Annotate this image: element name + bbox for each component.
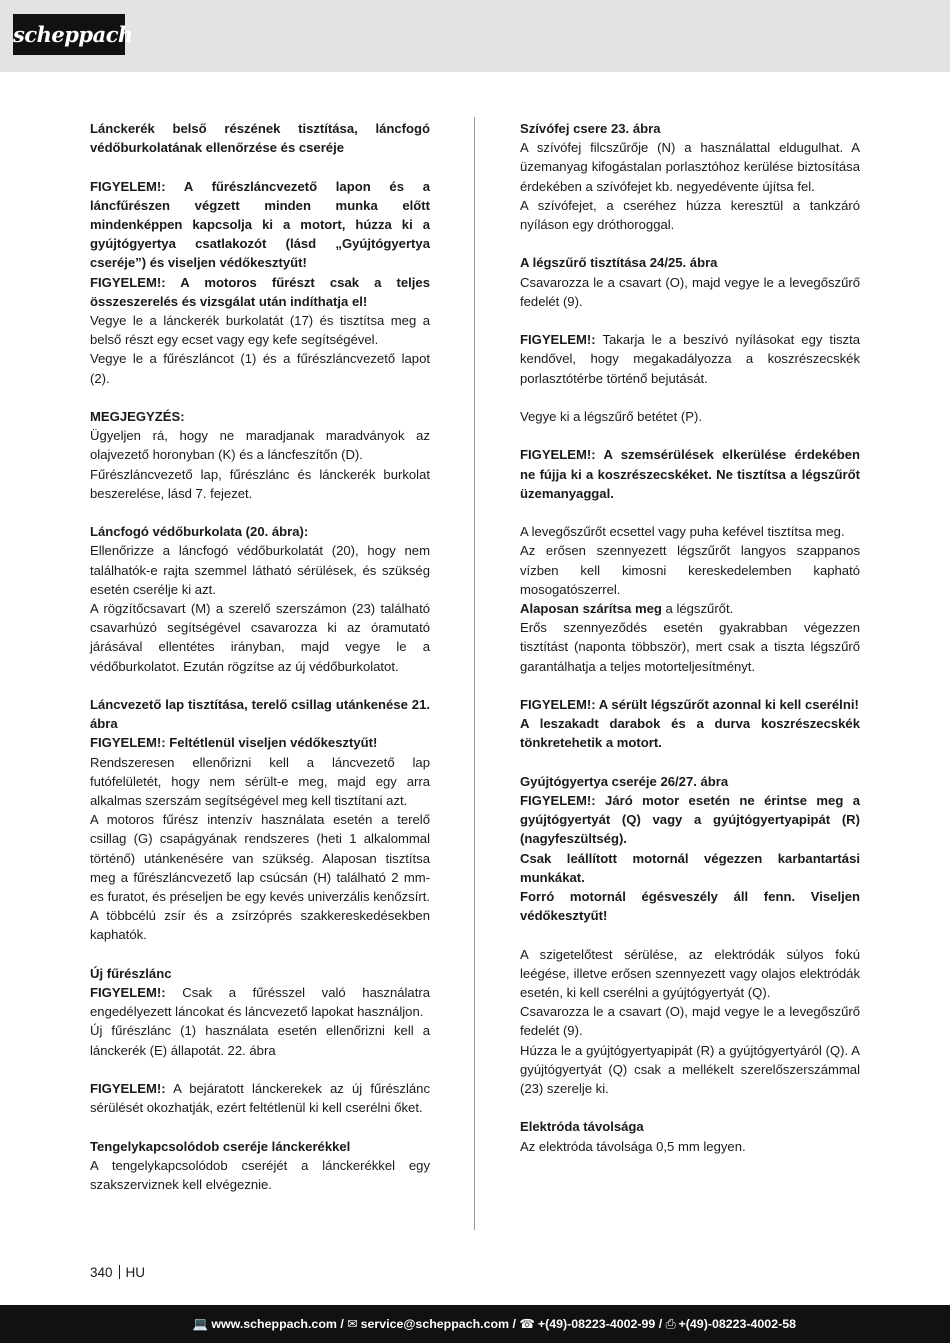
paragraph: A levegőszűrőt ecsettel vagy puha kefével tisztítsa meg. xyxy=(520,524,845,540)
paragraph-gap xyxy=(520,753,860,772)
page-language: HU xyxy=(125,1265,146,1280)
bold-paragraph: FIGYELEM!: Feltétlenül viseljen védőkesztyűt! xyxy=(90,735,378,751)
paragraph: A szigetelőtest sérülése, az elektródák súlyos fokú leégése, illetve erősen szennyezett vagy olajos elektródák esetén, ki kell cserélni a gyújtógyertyát (Q). xyxy=(520,946,860,1001)
paragraph-gap xyxy=(520,503,860,522)
paragraph: Az erősen szennyezett légszűrőt langyos szappanos vízben kell kimosni kereskedelemben kapható mosogatószerrel. xyxy=(520,543,860,597)
footer-phone: +(49)-08223-4002-99 xyxy=(537,1317,656,1331)
paragraph xyxy=(520,330,860,388)
paragraph-gap xyxy=(520,1098,860,1117)
footer-email[interactable]: service@scheppach.com xyxy=(360,1317,510,1331)
paragraph-text: a légszűrőt. xyxy=(661,601,734,616)
fax-icon: ⎙ xyxy=(665,1317,676,1331)
bold-paragraph: A légszűrő tisztítása 24/25. ábra xyxy=(520,255,718,271)
scheppach-logo: scheppach xyxy=(13,14,125,55)
bold-paragraph: Csak leállított motornál végezzen karbantartási munkákat. xyxy=(520,850,860,885)
paragraph-lead: FIGYELEM!: xyxy=(90,985,166,1001)
bold-paragraph: FIGYELEM!: A fűrészláncvezető lapon és a láncfűrészen végzett minden munka előtt mindenképpen kapcsolja ki a motort, húzza ki a gyújtógyertya csatlakozót (lásd „Gyújtógyertya cseréje”) és viseljen védőkesztyűt! xyxy=(90,178,430,271)
paragraph-text: Csak a fűrésszel való használatra engedélyezett láncokat és láncvezető lapokat használjon. xyxy=(90,985,430,1020)
paragraph-gap xyxy=(520,925,860,944)
paragraph: Új fűrészlánc (1) használata esetén ellenőrizni kell a lánckerék (E) állapotát. 22. ábra xyxy=(90,1023,430,1058)
paragraph: Az elektróda távolsága 0,5 mm legyen. xyxy=(520,1138,746,1154)
footer-separator: / xyxy=(655,1317,666,1331)
paragraph: Fűrészláncvezető lap, fűrészlánc és lánckerék burkolat beszerelése, lásd 7. fejezet. xyxy=(90,466,430,501)
paragraph-gap xyxy=(520,311,860,330)
paragraph: Húzza le a gyújtógyertyapipát (R) a gyújtógyertyáról (Q). A gyújtógyertyát (Q) csak a mellékelt szerelőszerszámmal (23) szerelje ki. xyxy=(520,1042,860,1097)
paragraph-text: Takarja le a beszívó nyílásokat egy tiszta kendővel, hogy megakadályozza a koszrészecskék porlasztótérbe történő bejutását. xyxy=(520,332,860,386)
bold-paragraph: MEGJEGYZÉS: xyxy=(90,409,185,425)
paragraph-gap xyxy=(90,1117,430,1136)
footer-contact-line xyxy=(193,1305,796,1343)
envelope-icon: ✉ xyxy=(347,1317,358,1331)
paragraph-gap xyxy=(520,426,860,445)
paragraph-text: A bejáratott lánckerekek az új fűrészlánc sérülését okozhatják, ezért feltétlenül ki kell cserélni őket. xyxy=(90,1081,430,1116)
paragraph: Csavarozza le a csavart (O), majd vegye le a levegőszűrő fedelét (9). xyxy=(520,1004,860,1039)
paragraph-lead: Alaposan szárítsa meg xyxy=(520,601,662,616)
page-number-area xyxy=(90,1264,145,1282)
paragraph: Rendszeresen ellenőrizni kell a láncvezető lap futófelületét, hogy nem sérült-e meg, majd egy arra alkalmas szerszám segítségével meg kell tisztítani azt. xyxy=(90,754,430,809)
paragraph-gap xyxy=(520,676,860,695)
right-column xyxy=(520,119,860,1156)
bold-paragraph: A leszakadt darabok és a durva koszrészecskék tönkretehetik a motort. xyxy=(520,716,860,751)
bold-paragraph: Láncfogó védőburkolata (20. ábra): xyxy=(90,524,309,540)
telephone-icon: ☎ xyxy=(519,1317,535,1331)
paragraph xyxy=(90,983,430,1021)
page-header xyxy=(0,0,950,72)
column-divider xyxy=(474,117,475,1230)
footer-website[interactable]: www.scheppach.com xyxy=(211,1317,337,1331)
paragraph xyxy=(90,1079,430,1117)
paragraph: A motoros fűrész intenzív használata esetén a terelő csillag (G) csapágyának rendszeres (heti 1 alkalommal történő) utánkenésére van szükség. Alaposan tisztítsa meg a fűrészláncvezető lap csúcsán (H) található 2 mm-es furatot, és préseljen be egy kevés univerzális kenőzsírt. A többcélú zsír és a zsírzóprés szakkereskedésekben kaphatók. xyxy=(90,812,430,943)
paragraph: A szívófejet, a cseréhez húzza keresztül a tankzáró nyíláson egy dróthoroggal. xyxy=(520,197,860,233)
bold-paragraph: Tengelykapcsolódob cseréje lánckerékkel xyxy=(90,1138,351,1154)
bold-paragraph: Elektróda távolsága xyxy=(520,1119,644,1135)
footer-separator: / xyxy=(336,1317,348,1331)
paragraph-lead: FIGYELEM!: xyxy=(90,1081,166,1097)
bold-paragraph: FIGYELEM!: A szemsérülések elkerülése érdekében ne fújja ki a koszrészecskéket. Ne tisztítsa a légszűrőt üzemanyaggal. xyxy=(520,447,860,501)
bold-paragraph: Láncvezető lap tisztítása, terelő csillag utánkenése 21. ábra xyxy=(90,697,430,732)
bold-paragraph: Új fűrészlánc xyxy=(90,965,172,981)
bold-paragraph: Szívófej csere 23. ábra xyxy=(520,121,661,136)
paragraph: Vegye ki a légszűrő betétet (P). xyxy=(520,409,702,424)
footer-separator: / xyxy=(509,1317,520,1331)
footer-fax: +(49)-08223-4002-58 xyxy=(678,1317,796,1331)
paragraph-gap xyxy=(520,388,860,407)
paragraph: Vegye le a fűrészláncot (1) és a fűrészláncvezető lapot (2). xyxy=(90,351,430,386)
paragraph: Vegye le a lánckerék burkolatát (17) és tisztítsa meg a belső részt egy ecset vagy egy kefe segítségével. xyxy=(90,313,430,348)
paragraph-gap xyxy=(520,234,860,253)
paragraph-gap xyxy=(90,1060,430,1079)
paragraph-lead: FIGYELEM!: xyxy=(520,332,596,348)
bold-paragraph: Lánckerék belső részének tisztítása, láncfogó védőburkolatának ellenőrzése és cseréje xyxy=(90,121,430,156)
bold-paragraph: FIGYELEM!: A sérült légszűrőt azonnal ki kell cserélni! xyxy=(520,697,859,712)
paragraph-gap xyxy=(90,503,430,522)
paragraph-gap xyxy=(90,945,430,964)
bold-paragraph: FIGYELEM!: A motoros fűrészt csak a teljes összeszerelés és vizsgálat után indíthatja el! xyxy=(90,274,430,309)
bold-paragraph: FIGYELEM!: Járó motor esetén ne érintse meg a gyújtógyertyát (Q) vagy a gyújtógyertyapipát (R) (nagyfeszültség). xyxy=(520,793,860,847)
paragraph: A szívófej filcszűrője (N) a használattal eldugulhat. A üzemanyag kifogástalan porlasztóhoz kerülése biztosítása érdekében a szívófejet kb. negyedévente újítsa fel. xyxy=(520,140,860,194)
paragraph: Erős szennyeződés esetén gyakrabban végezzen tisztítást (naponta többször), mert csak a tiszta légszűrő garantálhatja a teljes motorteljesítményt. xyxy=(520,620,860,674)
page-footer xyxy=(0,1305,950,1343)
paragraph: Ellenőrizze a láncfogó védőburkolatát (20), hogy nem találhatók-e rajta szemmel látható sérülések, és szükség esetén cserélje ki azt. xyxy=(90,543,430,597)
paragraph-gap xyxy=(90,388,430,407)
paragraph xyxy=(520,599,860,618)
paragraph: A tengelykapcsolódob cseréjét a lánckerékkel egy szakszerviznek kell elvégeznie. xyxy=(90,1157,430,1193)
paragraph: A rögzítőcsavart (M) a szerelő szerszámon (23) található csavarhúzó segítségével csavarozza ki az óramutató járásával ellentétes irányban, majd vegye le a védőburkolatot. Ezután rögzítse az új védőburkolatot. xyxy=(90,601,430,674)
bold-paragraph: Forró motornál égésveszély áll fenn. Viseljen védőkesztyűt! xyxy=(520,889,860,924)
paragraph-gap xyxy=(90,676,430,695)
monitor-icon: 💻 xyxy=(192,1317,209,1331)
page-number: 340 xyxy=(90,1265,113,1280)
paragraph: Csavarozza le a csavart (O), majd vegye le a levegőszűrő fedelét (9). xyxy=(520,274,860,309)
paragraph-gap xyxy=(90,157,430,176)
bold-paragraph: Gyújtógyertya cseréje 26/27. ábra xyxy=(520,773,729,789)
left-column xyxy=(90,119,430,1194)
paragraph: Ügyeljen rá, hogy ne maradjanak maradványok az olajvezető horonyban (K) és a láncfeszítőn (D). xyxy=(90,428,430,463)
page-number-separator xyxy=(119,1265,120,1279)
